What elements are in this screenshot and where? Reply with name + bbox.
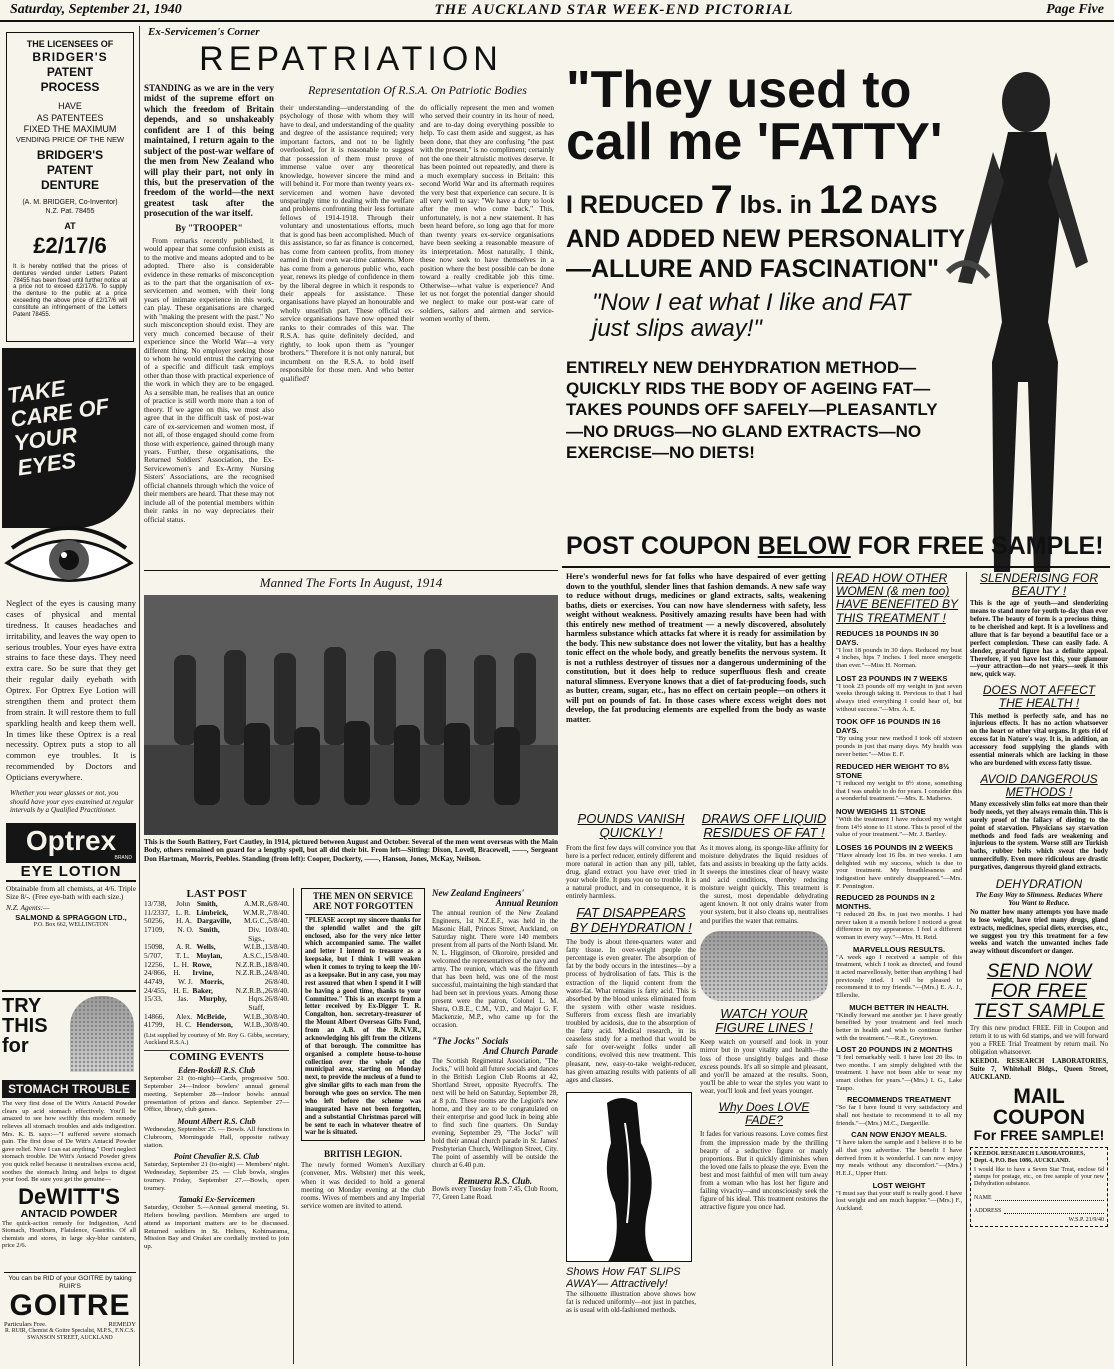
coming-events-title: COMING EVENTS	[144, 1050, 289, 1063]
dewitts-brand: DeWITT'S	[18, 1184, 120, 1210]
last-post-cell: 24/8/40.	[264, 968, 290, 978]
last-post-cell: A.S.C.,	[242, 950, 265, 960]
reclining-woman	[700, 931, 828, 1001]
last-post-cell: 13/738,	[144, 899, 167, 908]
not-forgotten-text: "PLEASE accept my sincere thanks for the splendid wallet and the gift enclosed, also for the very nice letter which accompanied same. The wallet and letter I intend to treasure as a keepsake, but I think I will weaken when it comes to trying to keep the 10/- as a keepsake. But in any case, you may rest assured that when I spend it I will be having a good time, thanks to your Committee." This is an excerpt from a letter received by Ex-Digger T. R. Congalton, hon. secretary-treasurer of the Mount Albert Overseas Gifts Fund, from an A.B. of the R.N.V.R., acknowledging his gift from the citizens of that borough. The committee has organised a complete house-to-house collection over the whole of the municipal area, starting on Monday next, to provide the nucleus of a fund to give similar gifts to each man from the borough who goes on service. The men who left before the scheme was inaugurated have not been forgotten, and a substantial Christmas parcel will be sent to each in whatever theatre of war he is situated.	[305, 916, 421, 1137]
optrex-brand-small: BRAND	[114, 854, 132, 861]
optrex-body: Neglect of the eyes is causing many cases of physical and mental tiredness. It causes headaches and irritability, and leaves the way open to serious troubles. Your eyes have extra strains to face these days. They need extra care. So be sure that they get their regular daily eyebath with Optrex. For Optrex Eye Lotion will strengthen them and protect them from strain. It will restore them to full sparkling health and keep them well. In times like these Optrex is a real necessity. Optrex puts a stop to all common eye troubles. It is recommended by Doctors and Opticians everywhere.	[6, 598, 136, 782]
avoid-text: Many excessively slim folks eat more than their body needs, yet they always remain thin. This is surely proof of the fallacy of dieting to the point of starvation. Physicians say starvation methods and food fads are weakening and injurious to the system. Worse still are Turkish baths, rubber belts which sweat the body unmercifully. Even more ridiculous are drastic purgatives, dangerous thyroid gland extracts.	[970, 801, 1108, 871]
event-text: September 21 (to-night)—Cards, progressive 500. September 24—Indoor bowlers' annual general meeting. September 28—Indoor bowls: annual presentation of prizes and dance. September 27—Office, library, club games.	[144, 1075, 289, 1114]
bridger-line: DENTURE	[40, 178, 99, 193]
woman-figure	[938, 62, 1108, 582]
optrex-agents-address: P.O. Box 662, WELLINGTON	[33, 921, 109, 928]
testimonial-head: LOST 23 POUNDS IN 7 WEEKS	[836, 673, 948, 683]
last-post-row	[144, 1021, 289, 1030]
post-coupon-line	[566, 534, 1104, 559]
last-post-cell: Div. Sigs.,	[248, 924, 265, 943]
testimonial-text: "I reduced my weight to 8½ stone, something that I was unable to do for years. I consider this a wonderful treatment."—Mrs. E. Mathews.	[836, 780, 962, 803]
last-post-cell: 26/8/40.	[264, 976, 289, 986]
last-post	[144, 888, 294, 1364]
last-post-cell: Limbrick,	[196, 907, 229, 917]
not-forgotten-title: THE MEN ON SERVICE ARE NOT FORGOTTEN	[305, 892, 421, 915]
last-post-cell: H. E.	[173, 985, 189, 995]
fatty-quote: "Now I eat what I like and FAT just slips away!"	[592, 289, 911, 343]
jocks-title: "The Jocks" Socials	[432, 1036, 509, 1046]
last-post-cell: 24/455,	[144, 985, 167, 995]
last-post-cell: H.	[173, 968, 181, 978]
dewitts-try: TRY THIS for	[2, 995, 48, 1057]
last-post-cell: W.I.B.,	[243, 1011, 265, 1021]
article-col3-text: do officially represent the men and women who served their country in its hour of need, and are to-day doing everything possible to help. To cast them aside and suggest, as has been done, that they are confusing "the past with the present," is no compliment; certainly not the one their altruistic motives deserve. It has been pointed out repeatedly, and there is a much exemplary success in Britain: this second World War and its aftermath requires the very best that experience can secure. It is all very well to say: "We have a duty to look after the men who come back." This, unfortunately, is not a new statement. It has been heard before, so long ago that for more than twenty years ex-service organisations have been seeking a reasonable measure of its interpretation. Most naturally, I think, these now seek to have themselves in a position where the best possible can be done toward a really creditable job this time. Otherwise—what value is experience? And let us not forget the potential danger should we neglect to make our post-war care of soldiers, sailors and airmen and service-women worthy of them.	[420, 103, 554, 324]
fatty-personality: AND ADDED NEW PERSONALITY	[566, 225, 966, 253]
eye-illustration	[2, 518, 136, 598]
article-right	[280, 83, 555, 524]
testimonials-column	[832, 572, 962, 1366]
dehydration-title: DEHYDRATION	[995, 876, 1083, 891]
recommends-title: RECOMMENDS TREATMENT	[846, 1095, 952, 1105]
coupon-address-label: ADDRESS	[974, 1208, 1002, 1215]
last-post-cell: H. A.	[176, 916, 192, 926]
bridger-inventor: (A. M. BRIDGER, Co-Inventor)	[22, 199, 118, 207]
bridger-line: THE LICENSEES OF	[26, 39, 114, 49]
send-title: SEND NOW FOR FREE TEST SAMPLE	[973, 961, 1105, 1022]
enjoy-text: "I have taken the sample and I believe it to be all that you advertise. The benefit I have derived from it is wonderful. I can now enjoy my meals without any discomfort."—(Mrs.) H.E.J., Upper Hutt.	[836, 1139, 962, 1177]
goitre-remedy: REMEDY	[108, 1320, 136, 1328]
photo-title: Manned The Forts In August, 1914	[259, 575, 443, 590]
coupon-name-row	[974, 1193, 1104, 1201]
engineers-column	[432, 888, 558, 1364]
noaffect-text: This method is perfectly safe, and has no injurious effects. It has no action whatsoever on the heart or other vital organs. It gets rid of excess fat in Nature's way. It is, in addition, an accessory food supplying the glands with essential minerals which are lacking in those who are burdened with excess fatty tissue.	[970, 712, 1108, 767]
legion-text: The newly formed Women's Auxiliary (convener, Mrs. Webster) met this week, when it was decided to hold a general meeting on Monday evening at the club rooms. Wives of members and any Imperial service women are invited to attend.	[301, 1161, 425, 1210]
article-column-1	[144, 83, 274, 524]
coupon-address-row	[974, 1206, 1104, 1214]
draws-column	[700, 812, 828, 1212]
reduced28-title: REDUCED 28 POUNDS IN 2 MONTHS.	[836, 893, 935, 912]
reduced-c: DAYS	[863, 191, 938, 219]
legion-title: BRITISH LEGION.	[323, 1149, 403, 1160]
send-text: Try this new product FREE. Fill in Coupon and return it to us with 6d stamps, and we will forward you a FREE Trial Treatment by return mail. No obligation whatsoever.	[970, 1024, 1108, 1056]
dehydration-text: No matter how many attempts you have made to lose weight, have tried many drugs, gland extracts, medicines, special diets, exercises, etc., we suggest you try this treatment for a few weeks and watch the unwanted inches fade away without discomfort or danger.	[970, 908, 1108, 956]
last-post-row	[144, 926, 289, 943]
last-post-cell: 6/8/40.	[268, 899, 289, 908]
last-post-cell: 26/8/40.	[264, 994, 289, 1004]
testimonial-text: "I took 23 pounds off my weight in just seven weeks through taking it. Previous to that I had always tried everything I could hear of, but without success."—Mrs. A. E.	[836, 682, 962, 713]
event-text: Saturday, October 5.—Annual general meeting, St. Heliers bowling pavilion. Members are urged to attend as important matters are to be discussed. Returned soldiers in St. Heliers, Kohimarama, Mission Bay and Orakei are cordially invited to join up.	[144, 1204, 289, 1251]
testimonial-head: REDUCED HER WEIGHT TO 8½ STONE	[836, 762, 950, 781]
optrex-warning: Whether you wear glasses or not, you should have your eyes examined at regular intervals by a Qualified Practitioner.	[10, 788, 134, 815]
last-post-cell: Smith,	[199, 924, 220, 934]
marvellous-text: "A week ago I received a sample of this treatment, which I took as directed, and found it acted marvellously, better than anything I had previously tried. I will be pleased to recommend it to my friends."—(Mrs.) E. A. J., Ellerslie.	[836, 953, 962, 999]
bridger-line: PROCESS	[40, 80, 100, 95]
for-free-sample: For FREE SAMPLE!	[973, 1127, 1105, 1144]
bridger-at: AT	[64, 220, 76, 231]
last-post-cell: Rowe,	[192, 959, 212, 969]
avoid-title: AVOID DANGEROUS METHODS !	[980, 771, 1098, 799]
article-byline: By "TROOPER"	[175, 222, 243, 233]
goitre-particulars: Particulars Free.	[4, 1320, 47, 1328]
post-coupon-free: FOR FREE SAMPLE!	[850, 532, 1104, 560]
not-forgotten-column	[298, 888, 428, 1364]
event-club: Eden-Roskill R.S. Club	[178, 1066, 255, 1076]
last-post-cell: 13/8/40.	[264, 942, 289, 952]
pounds-title: POUNDS VANISH QUICKLY !	[577, 812, 685, 841]
article-subtitle: Representation Of R.S.A. On Patriotic Bodies	[308, 83, 527, 97]
fatty-headline-1: "They used to	[566, 61, 912, 119]
coupon-name-field[interactable]	[995, 1193, 1104, 1201]
optrex-ad	[6, 598, 136, 988]
bridger-line: AS PATENTEES	[36, 112, 104, 123]
goitre-ad	[4, 1272, 136, 1362]
read-title: READ HOW OTHER WOMEN (& men too) HAVE BENEFITED BY THIS TREATMENT !	[836, 572, 959, 625]
last-post-cell: N. O.	[177, 924, 194, 934]
coupon-text: I would like to have a Seven Star Treat, enclose 6d stamps for postage, etc., on free sample of your new Dehydration substance.	[974, 1167, 1104, 1188]
corner-label: Ex-Servicemen's Corner	[148, 26, 260, 38]
slender-text: This is the age of youth—and slenderizing means to stand more for youth to-day than ever before. The beauty of form is a precious thing, to be cherished and kept. It is a loveliness and allure that is far beyond a beautiful face or a perfect complexion. These can easily fade. A slender, graceful figure has a definite appeal. Therefore, if you have lost this, your glamour—your attraction—do not years—seek it this new, quick way.	[970, 600, 1108, 679]
testimonial-text: "By using your new method I took off sixteen pounds in just that many days. My health was never better."—Miss E. F.	[836, 735, 962, 758]
company-name: KEEDOL RESEARCH LABORATORIES, Suite 7, Whitehall Bldgs., Queen Street, AUCKLAND.	[970, 1058, 1108, 1082]
forts-photo-block	[144, 570, 558, 880]
loses-title: LOSES 16 POUNDS IN 2 WEEKS	[836, 843, 953, 852]
dehydration-sub: The Easy Way to Slimness. Reduces Where You Want to Reduce.	[975, 890, 1103, 907]
lost20-text: "I feel remarkably well. I have lost 20 lbs. in two months. I am simply delighted with the treatment. I have not been able to wear my smart clothes for years."—(Mrs.) I. G., Lake Taupo.	[836, 1054, 962, 1092]
last-post-title: LAST POST	[186, 888, 247, 900]
last-post-cell: W.I.B.,	[243, 1020, 265, 1030]
last-post-cell: 12256,	[144, 959, 165, 969]
bridger-line: PATENT	[46, 65, 94, 80]
post-coupon-text: POST COUPON	[566, 532, 758, 560]
reduced28-text: "I reduced 28 lbs. in just two months. I had never taken it a month before I noticed a great difference in my appearance. I feel a different woman in every way."—Mrs. H. Reid.	[836, 911, 962, 942]
bridger-line: VENDING PRICE OF THE NEW	[15, 135, 125, 144]
dewitts-tail: The quick-action remedy for Indigestion, Acid Stomach, Heartburn, Flatulence, Gastritis. Of all chemists and stores, in large sky-blue canisters, price 2/6.	[2, 1220, 136, 1250]
last-post-cell: N.Z.R.B.,	[235, 959, 265, 969]
health-text: "Kindly forward me another jar. I have greatly benefited by your treatment and feel much better in health and wish to continue further with the treatment."—R.E., Greytown.	[836, 1011, 962, 1042]
lost20-title: LOST 20 POUNDS IN 2 MONTHS	[836, 1045, 953, 1055]
last-post-cell: 5/8/40.	[268, 916, 289, 926]
last-post-cell: A.M.R.,	[244, 899, 269, 908]
remuera-text: Bowls every Tuesday from 7.45, Club Room, 77, Green Lane Road.	[432, 1186, 558, 1201]
testimonial-text: "With the treatment I have reduced my weight from 14½ stone to 11 stone. This is proof of the value of your treatment."—Mr. J. Bartley.	[836, 816, 962, 839]
last-post-cell: N.Z.R.B.,	[235, 968, 265, 978]
remuera-title: Remuera R.S. Club.	[457, 1176, 533, 1186]
last-post-cell: 15/33,	[144, 994, 163, 1004]
column-rule	[139, 26, 140, 1366]
woman-portrait	[70, 996, 134, 1072]
soldiers-photo	[144, 595, 558, 835]
last-post-cell: Henderson,	[196, 1020, 233, 1030]
event-club: Tamaki Ex-Servicemen	[178, 1195, 255, 1205]
last-post-cell: 24/866,	[144, 968, 167, 978]
slenderising-column	[966, 572, 1108, 1366]
event-text: Saturday, September 21 (to-night) — Members' night. Wednesday, September 25. — Club bowls, singles tourney. Friday, September 27.—Bowls, open tourney.	[144, 1161, 289, 1192]
goitre-row	[4, 1321, 136, 1328]
event-text: Wednesday, September 25. — Bowls. All functions in Clubroom, Morningside Hall, opposite railway station.	[144, 1126, 289, 1149]
bridger-line: PATENT	[46, 163, 94, 178]
goitre-rid: You can be RID of your GOITRE by taking RUIR'S	[8, 1275, 132, 1290]
fatty-method: ENTIRELY NEW DEHYDRATION METHOD—QUICKLY RIDS THE BODY OF AGEING FAT—TAKES POUNDS OFF SAFELY—PLEASANTLY—NO DRUGS—NO GLAND EXTRACTS—NO EXERCISE—NO DIETS!	[566, 357, 938, 462]
testimonial-head: REDUCES 18 POUNDS IN 30 DAYS.	[836, 628, 939, 647]
coupon-dept: Dept. 4, P.O. Box 1086, AUCKLAND.	[974, 1158, 1070, 1165]
last-post-cell: T. L.	[175, 950, 190, 960]
event-club: Mount Albert R.S. Club	[177, 1117, 256, 1127]
last-post-cell: 15098,	[144, 942, 165, 952]
last-post-cell: Wells,	[196, 942, 216, 952]
wonderful-news: Here's wonderful news for fat folks who have despaired of ever getting down to the youthful, slender lines that fashion demands. A new safe way to reduce without drugs, medicines or gland extracts, salts, weakening baths, diets or exercises. You can now have slenderness with safety, less weight without weakness. Positively amazing results have been had with this entirely new method of treatment — a newly discovered, absolutely harmless substance which attacks fat where it is ready for assimilation by the body. This new substance does not lower the vitality, but has a healthy tonic effect on the whole body, and greatly benefits the nervous system. It is not a ruthless destroyer of tissues nor a dangerous undermining of the constitution, but it does help to reduce superfluous flesh and create natural slimness. Everyone knows that a diet of fat-producing foods, such as butter, cream, sugar, etc., has no effect on certain people—on others it will put on pounds of fat. In those cases where excess weight does not develop, the fat producing elements are expelled from the body as waste matter.	[566, 572, 826, 724]
dewitts-ad	[2, 990, 136, 1270]
reduced-a: I REDUCED	[566, 191, 711, 219]
optrex-agents: SALMOND & SPRAGGON LTD.,	[15, 912, 127, 922]
eyes-black-panel	[2, 348, 136, 528]
last-post-cell: Murphy,	[199, 994, 227, 1004]
love-title: Why Does LOVE FADE?	[718, 1100, 810, 1128]
bridger-line: FIXED THE MAXIMUM	[23, 123, 117, 134]
eyes-banner	[2, 348, 136, 598]
coming-events-list	[144, 1066, 289, 1251]
last-post-cell: 30/8/40.	[264, 1020, 289, 1030]
shows-caption: Shows How FAT SLIPS AWAY— Attractively!	[566, 1265, 681, 1291]
issue-date: Saturday, September 21, 1940	[10, 2, 182, 17]
soldiers-silhouettes	[144, 595, 558, 835]
last-post-cell: Baker,	[192, 985, 213, 995]
last-post-cell: Dargaville,	[196, 916, 232, 926]
mail-coupon-title: MAIL COUPON	[992, 1085, 1086, 1130]
last-post-cell: John	[176, 899, 191, 908]
last-post-cell: 5/707,	[144, 950, 163, 960]
enjoy-title: CAN NOW ENJOY MEALS.	[851, 1130, 947, 1140]
engineers-subtitle: Annual Reunion	[495, 898, 558, 908]
bridger-price: £2/17/6	[33, 233, 107, 259]
lostweight-text: "I must say that your stuff is really good. I have lost weight and am much happier."—(Mrs.) F., Auckland.	[836, 1189, 962, 1212]
last-post-cell: 10/8/40.	[264, 924, 289, 934]
last-post-cell: 41799,	[144, 1020, 165, 1030]
bridger-notice: It is hereby notified that the prices of dentures vended under Letters Patent 78455 has been fixed until further notice at a price not to exceed £2/17/6. To supply the denture to the public at a price exceeding the above price of £2/17/6 will constitute an infringement of the Letters Patent 78455.	[13, 263, 127, 319]
article-title: REPATRIATION	[199, 40, 503, 78]
draws-text: As it moves along, its sponge-like affinity for moisture dehydrates the liquid residues of fats and assists in breaking up the fatty acids. It sweeps the intestines clear of heavy waste and acid conditions, thereby reducing moisture weight quickly. This treatment is the surest, most dependable dehydrating agent known. It not only drains water from your system, but it also cleans up, neutralises and purifies the water that remains.	[700, 843, 828, 925]
last-post-cell: L. R.	[175, 907, 191, 917]
dewitts-body: The very first dose of De Witt's Antacid Powder clears up acid stomach effectively. You'll be amazed to see how swiftly this modern remedy relieves all stomach troubles and aids indigestion. Mrs. K. B. says:—"I suffered severe stomach pain. The first dose of De Witt's Antacid Powder gave relief. Now I can eat anything." Don't neglect stomach trouble. De Witt's Antacid Powder gives you quick relief because it neutralises excess acid, soothes the stomach lining and helps to digest your food. Be sure you get the genuine—	[2, 1100, 136, 1184]
bridger-ad	[6, 32, 134, 342]
last-post-cell: McBride,	[196, 1011, 227, 1021]
page-number: Page Five	[1046, 2, 1104, 17]
last-post-cell: 30/8/40.	[264, 1011, 289, 1021]
testimonial-head: TOOK OFF 16 POUNDS IN 16 DAYS.	[836, 717, 941, 736]
lostweight-title: LOST WEIGHT	[872, 1180, 926, 1190]
last-post-cell: 17109,	[144, 924, 165, 934]
bridger-patent: N.Z. Pat. 78455	[45, 208, 95, 216]
bridger-line: BRIDGER'S	[32, 50, 108, 65]
shows-text: The silhouette illustration above shows how fat is reduced uniformly—not just in patches, as is usual with old-fashioned methods.	[566, 1290, 696, 1315]
love-text: It fades for various reasons. Love comes first from the impression made by the thrilling beauty of a seductive figure or manly proportions. But it quickly diminishes when the loved one fails to please the eye. Even the best and most faithful of men will turn away from a woman who has lost her figure and failing vivacity—and unconsciously seek the figure of his ideal. This treatment restores the attractive figure you once had.	[700, 1130, 828, 1212]
last-post-row	[144, 995, 289, 1012]
article-intro: STANDING as we are in the very midst of the supreme effort on which the freedom of Britain depends, and so unshakeably confident are I of this being maintained, I return again to the subject of the post-war welfare of the men from New Zealand who will play their part, not only in this, but the preservation of the freedom of the world—the next greatest task after the prosecution of the war itself.	[144, 83, 274, 219]
draws-title: DRAWS OFF LIQUID RESIDUES OF FAT !	[701, 812, 827, 841]
last-post-cell: Hqrs. Staff,	[248, 994, 265, 1012]
masthead	[0, 0, 1114, 22]
post-coupon-rule	[562, 566, 1110, 568]
paper-name: THE AUCKLAND STAR WEEK-END PICTORIAL	[434, 1, 794, 18]
mail-coupon-form[interactable]	[970, 1147, 1108, 1227]
testimonial-text: "I lost 18 pounds in 30 days. Reduced my bust 4 inches, hips 7 inches. I feel more energetic than ever."—Miss H. Norman.	[836, 646, 962, 670]
last-post-cell: 14866,	[144, 1011, 165, 1021]
fat-title: FAT DISAPPEARS BY DEHYDRATION !	[570, 905, 692, 935]
reduced-twelve: 12	[818, 178, 864, 222]
fatty-ad	[562, 26, 1110, 1366]
watch-title: WATCH YOUR FIGURE LINES !	[715, 1005, 813, 1035]
article-col2-text: their understanding—understanding of the psychology of those with whom they will have to deal, and understanding of the quality and degree of the assistance required; very important factors, and not to be lightly overlooked, for it is reasonable to suggest that possession of them must prove of immense value over any theoretical knowledge, however sincere the mind and will behind it. For more than twenty years ex-servicemen and women have devoted unsparingly time to dealing with the welfare and problems confronting their less fortunate fellows of 1914-1918. Through their voluntary and unostentatious efforts, much that is good has been accomplished. Much of this assistance, so far as finance is concerned, has come from canteen profits, from money earned in their own war-time canteens. More has come from a generous public who, each year, renews its pledge of confidence in them by the liberal degree in which it responds to their appeals for assistance. These organisations have played an honourable and wholly unselfish part. These official ex-service organisations have now opened their ranks to their comrades of this war. The R.S.A. has quite definitely decided, and rightly, to look upon them as "younger brothers." Therefore it is not only natural, but incumbent on the R.S.A. to hold itself responsible for those men. And who better qualified?	[280, 103, 414, 383]
last-post-cell: Moylan,	[196, 950, 223, 960]
photo-caption: This is the South Battery, Fort Cautley, in 1914, pictured between August and October. Several of the men went overseas with the Main Body, others remained on guard for a lengthy spell, but all did their bit. From left—Sitting: Dixon, Lovell, Bracewell, ——, Sergeant Don Hartman, Morris, Peebles. Standing (from left): Cooper, Dockerty, ——, Hanson, Jones, McKay, Neilson.	[144, 838, 558, 863]
coupon-code: W.S.P. 21/9/40	[1068, 1217, 1104, 1224]
last-post-cell: Jas.	[177, 994, 189, 1004]
coupon-name-label: NAME	[974, 1195, 992, 1202]
bridger-line: HAVE	[58, 101, 82, 112]
coupon-address-field[interactable]	[1004, 1206, 1104, 1214]
last-post-cell: Smith,	[196, 899, 218, 908]
optrex-agents-label: N.Z. Agents:—	[6, 902, 50, 912]
last-post-cell: 26/8/40.	[264, 985, 290, 995]
engineers-title: New Zealand Engineers'	[432, 888, 525, 898]
optrex-obtain: Obtainable from all chemists, at 4/6. Triple Size 8/-. (Free eye-bath with each size.)	[6, 883, 136, 902]
coupon-head: KEEDOL RESEARCH LABORATORIES,	[974, 1151, 1085, 1158]
last-post-cell: 18/8/40.	[264, 959, 290, 969]
watch-text: Keep watch on yourself and look in your mirror but in your vitality and health—the loss of those unsightly bulges and those excess pounds. It's all so simple and pleasant, and you'll be amazed at the results. Soon, you'll be able to wear the styles you want to wear, you'll look and feel years younger.	[700, 1038, 828, 1095]
optrex-product: EYE LOTION	[6, 863, 136, 882]
dewitts-trouble: STOMACH TROUBLE	[2, 1080, 136, 1098]
engineers-text: The annual reunion of the New Zealand Engineers, 1st N.Z.E.F., was held in the Masonic Hall, Princes Street, Auckland, on Saturday night. There were 140 members present from all parts of the North Island. Mr. N. L. Higginson, of Okoroire, presided and welcomed the representatives of the navy and army. The reunion, which was the fifteenth that has been held, was one of the most successful, maintaining the high standard that had been set in previous years. Among those present were the patron, Colonel L. M. Shera, O.B.E., C.M., V.D., and Major G. F. Mackenzie, M.P., who came up for the occasion.	[432, 910, 558, 1029]
last-post-cell: Irvine,	[192, 968, 214, 978]
fatty-headline-2: call me 'FATTY'	[566, 113, 943, 171]
reduced-b: lbs. in	[732, 191, 819, 219]
last-post-cell: W.M.R.,	[243, 907, 269, 917]
last-post-cell: 44749,	[144, 976, 165, 986]
last-post-cell: W. J.	[178, 976, 193, 986]
health-title: MUCH BETTER IN HEALTH.	[849, 1002, 949, 1012]
not-forgotten-box	[301, 888, 425, 1141]
eyes-headline: TAKE CARE OF YOUR EYES	[5, 375, 111, 481]
optrex-brand-block	[6, 823, 136, 863]
recommends-text: "So far I have found it very satisfactory and shall not hesitate to recommend it to all my friends."—(Mrs.) M.C., Dargaville.	[836, 1104, 962, 1127]
repatriation-article	[144, 26, 558, 566]
fat-text: The body is about three-quarters water and fatty tissue. In over-weight people the percentage is even greater. The absorption of fat by the body occurs in the intestines—by a process of hydrolisation of fats. This is the extraction of the liquid content from the water-fat. What remains is fatty acid. This is absorbed by the blood unless eliminated from the system with other waste residues. Sufferers from excess flesh are invariably troubled by acidosis, due to the absorption of the fatty acid. Medical research, in its ceaseless study for a method that would be safe for over-weight folks under all conditions, evolved this new treatment. This pleasant, new, easy-to-take weight-reducer, has given amazing results with patients of all ages and classes.	[566, 937, 696, 1084]
goitre-chemist: R. RUIR, Chemist & Goitre Specialist, M.P.S., F.N.C.S. SWANSON STREET, AUCKLAND	[5, 1327, 135, 1341]
jocks-subtitle: And Church Parade	[482, 1046, 558, 1056]
last-post-note: (List supplied by courtesy of Mr. Roy G. Gibbs, secretary, Auckland R.S.A.)	[144, 1031, 289, 1047]
last-post-cell: 15/8/40.	[264, 950, 289, 960]
last-post-cell: W.I.B.,	[243, 942, 265, 952]
last-post-cell: Morris,	[200, 976, 225, 986]
slender-title: SLENDERISING FOR BEAUTY !	[979, 572, 1099, 599]
jocks-text: The Scottish Regimental Association, "The Jocks," will hold all future socials and dances in the British Legion Club Rooms at 42, Shortland Street, opposite Ryecroft's. The next will be held on Saturday, September 28, at 8 p.m. These rooms are the Legion's new home, and they are to be congratulated on their enterprise and good luck in being able to find such fine quarters. On Sunday evening, September 29, "The Jocks" will hold their annual church parade in St. James' Presbyterian Church, Wellington Street, City. The point of assembly will be outside the church at 6.40 p.m.	[432, 1058, 558, 1169]
silhouette-icon	[567, 1093, 692, 1262]
bridger-line: BRIDGER'S	[36, 148, 104, 163]
last-post-cell: Alex.	[175, 1011, 193, 1021]
silhouette-box	[566, 1092, 692, 1262]
event-club: Point Chevalier R.S. Club	[173, 1152, 260, 1162]
last-post-cell: 7/8/40.	[268, 907, 289, 917]
goitre-big: GOITRE	[9, 1288, 131, 1322]
testimonial-head: NOW WEIGHS 11 STONE	[836, 807, 926, 817]
post-coupon-below: BELOW	[757, 532, 851, 560]
noaffect-title: DOES NOT AFFECT THE HEALTH !	[982, 683, 1096, 711]
last-post-cell: A. R.	[175, 942, 192, 952]
last-post-cell: N.Z.R.B.,	[235, 985, 265, 995]
testimonial-list	[836, 629, 962, 839]
fatty-allure: —ALLURE AND FASCINATION"	[566, 255, 939, 283]
last-post-cell: 50256,	[144, 916, 165, 926]
pounds-text: From the first few days will convince you that here is a perfect reducer, entirely different and more natural in action than any pill, tablet, drug, gland extract you have ever tried in your whole life. It puts you on to trouble. It is a natural product, and in consequence, it is entirely harmless.	[566, 843, 696, 901]
last-post-cell: L. H.	[173, 959, 189, 969]
dewitts-product: ANTACID POWDER	[20, 1208, 118, 1221]
optrex-brand: Optrex	[25, 824, 117, 856]
marvellous-title: MARVELLOUS RESULTS.	[852, 944, 946, 954]
reduced-seven: 7	[710, 178, 733, 222]
last-post-cell: H. C.	[175, 1020, 192, 1030]
last-post-cell: M.G.C.,	[244, 916, 269, 926]
last-post-cell: 11/2337,	[144, 907, 170, 917]
article-col1-text: From remarks recently published, it would appear that some confusion exists as to the motive and means adopted and to be adopted. There also is considerable evidence in these remarks of misconception as to the part that the organisation of ex-servicemen and women, with their long years of intimate experience in this work, can play. These organisations are charged with "making the present with the past." No such misconception should exist. They are very much concerned because of their experience since the World War—a very different thing. No employer seeking those to whom he would entrust the carrying out of a specific and difficult task employs other than those with practical experience of the work in which they are to be engaged. As a sensible man, he realises that an ounce of practice is still worth more than a ton of theory. If we agree on this, we must also agree that in the difficult task of post-war care of ex-servicemen and women most, if not all, of those engaged should come from those with experience, gained through many years. Further, these organisations, the Returned Soldiers' Association, the Ex-Servicewomen's and Ex-Army Nursing Sisters' Associations, are the recognised official channels through which the voice of their members are heard. That these may not include all of the potential members within their ranks in no way depreciates their official status.	[144, 235, 274, 524]
last-post-list	[144, 900, 289, 1030]
loses-text: "Have already lost 16 lbs. in two weeks. I am delighted with my success, which is due to your treatment. My breathlessness and indigestion have entirely disappeared."—Mrs. F. Pennington.	[836, 852, 962, 890]
pounds-column	[566, 812, 696, 1314]
